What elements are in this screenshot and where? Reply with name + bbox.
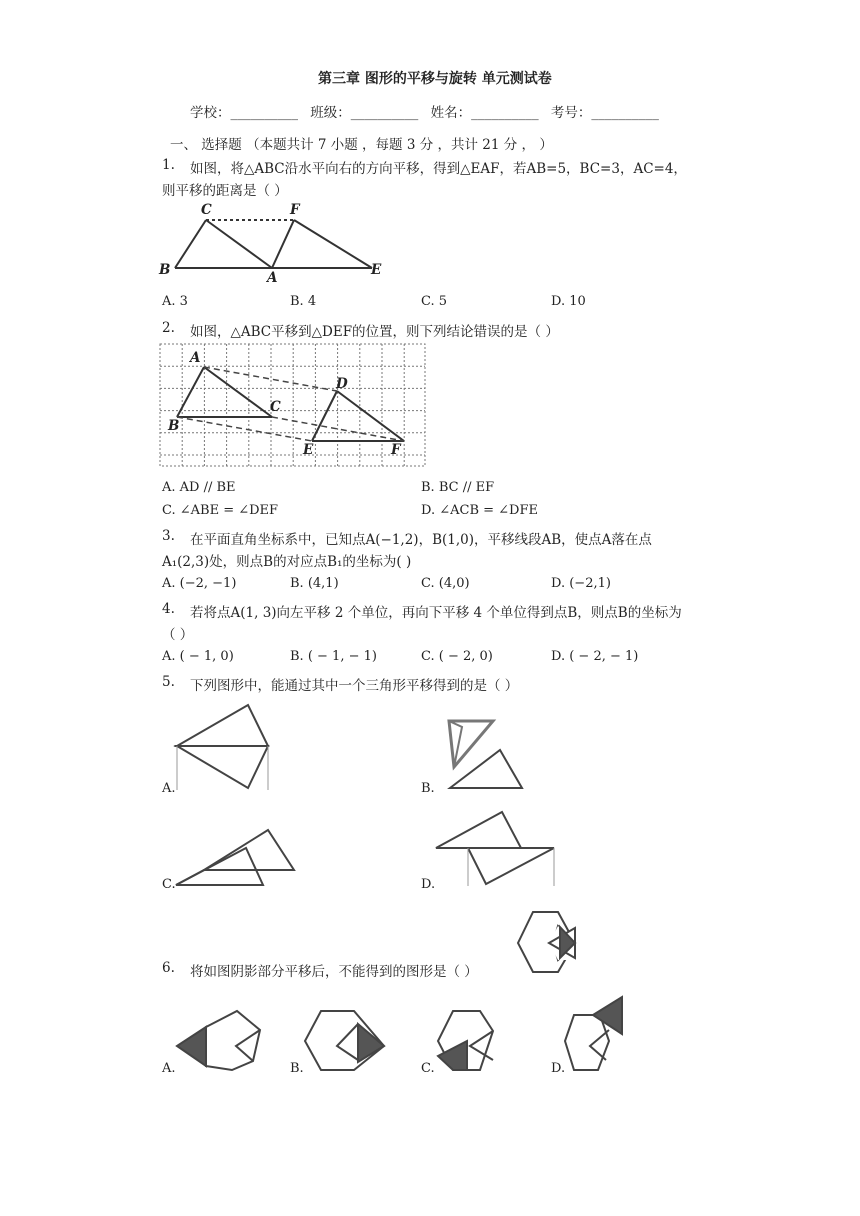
q5-option-b: B.	[421, 781, 435, 796]
q6-option-c: C.	[421, 1061, 435, 1076]
q4-option-b: B. ( − 1, − 1)	[290, 649, 377, 664]
school-blank: __________	[230, 105, 298, 121]
q4-text-2: （ ）	[162, 627, 194, 643]
q6-option-d-figure	[565, 997, 622, 1070]
class-label: 班级：	[310, 105, 351, 121]
q2-option-d: D. ∠ACB = ∠DFE	[421, 503, 538, 518]
q3-option-c: C. (4,0)	[421, 576, 470, 591]
q4-option-a: A. ( − 1, 0)	[162, 649, 234, 664]
q3-text: 在平面直角坐标系中，已知点A(−1,2)，B(1,0)，平移线段AB，使点A落在点	[190, 532, 652, 548]
q2-text: 如图，△ABC平移到△DEF的位置，则下列结论错误的是（ ）	[190, 324, 559, 340]
q3-number: 3.	[162, 528, 175, 544]
q1-label-f: F	[290, 202, 300, 218]
class-blank: __________	[350, 105, 419, 121]
q3-option-b: B. (4,1)	[290, 576, 339, 591]
name-label: 姓名：	[430, 105, 472, 121]
q5-number: 5.	[162, 674, 175, 690]
q6-option-b-figure	[305, 1011, 384, 1070]
q2-label-b: B	[168, 418, 180, 434]
q4-number: 4.	[162, 601, 175, 617]
q6-option-b: B.	[290, 1061, 304, 1076]
q5-option-c: C.	[162, 877, 176, 892]
q2-label-d: D	[336, 376, 348, 392]
q1-option-a: A. 3	[162, 294, 188, 309]
school-label: 学校：	[190, 105, 231, 121]
q2-label-f: F	[391, 442, 401, 458]
q3-option-d: D. (−2,1)	[551, 576, 611, 591]
q4-option-c: C. ( − 2, 0)	[421, 649, 493, 664]
q6-text: 将如图阴影部分平移后，不能得到的图形是（ ）	[190, 964, 478, 980]
q6-option-c-figure	[438, 1011, 493, 1070]
q6-number: 6.	[162, 960, 175, 976]
q1-option-d: D. 10	[551, 294, 586, 309]
q2-option-c: C. ∠ABE = ∠DEF	[162, 503, 279, 518]
section-heading: 一、 选择题 （本题共计 7 小题 ，每题 3 分 ，共计 21 分 ， ）	[170, 137, 553, 153]
q1-text: 如图，将△ABC沿水平向右的方向平移，得到△EAF，若AB=5，BC=3，AC=4，	[190, 161, 687, 177]
q5-option-a: A.	[162, 781, 176, 796]
exam-no-blank: __________	[591, 105, 659, 121]
q2-option-a: A. AD // BE	[162, 480, 236, 495]
q6-option-a-figure	[177, 1011, 260, 1070]
q1-option-b: B. 4	[290, 294, 317, 309]
name-blank: __________	[471, 105, 539, 121]
q3-text-2: A₁(2,3)处，则点B的对应点B₁的坐标为( )	[162, 554, 412, 570]
q2-option-b: B. BC // EF	[421, 480, 495, 495]
q5-option-d: D.	[421, 877, 436, 892]
q2-label-e: E	[303, 442, 314, 458]
q6-reference-figure	[518, 912, 575, 972]
q3-option-a: A. (−2, −1)	[162, 576, 237, 591]
q1-label-b: B	[159, 262, 171, 278]
q1-text-2: 则平移的距离是（ ）	[162, 183, 288, 199]
q2-label-c: C	[270, 399, 281, 415]
q2-label-a: A	[190, 350, 201, 366]
q1-label-e: E	[371, 262, 382, 278]
q1-number: 1.	[162, 157, 175, 173]
q6-option-a: A.	[162, 1061, 176, 1076]
q6-option-d: D.	[551, 1061, 566, 1076]
q1-label-c: C	[201, 202, 212, 218]
exam-no-label: 考号：	[550, 105, 592, 121]
q1-label-a: A	[267, 270, 278, 286]
q1-option-c: C. 5	[421, 294, 448, 309]
q4-option-d: D. ( − 2, − 1)	[551, 649, 639, 664]
q4-text: 若将点A(1, 3)向左平移 2 个单位，再向下平移 4 个单位得到点B，则点B的坐标为	[190, 605, 682, 621]
page-title: 第三章 图形的平移与旋转 单元测试卷	[318, 71, 552, 87]
q5-text: 下列图形中，能通过其中一个三角形平移得到的是（ ）	[190, 678, 519, 694]
q2-number: 2.	[162, 320, 175, 336]
